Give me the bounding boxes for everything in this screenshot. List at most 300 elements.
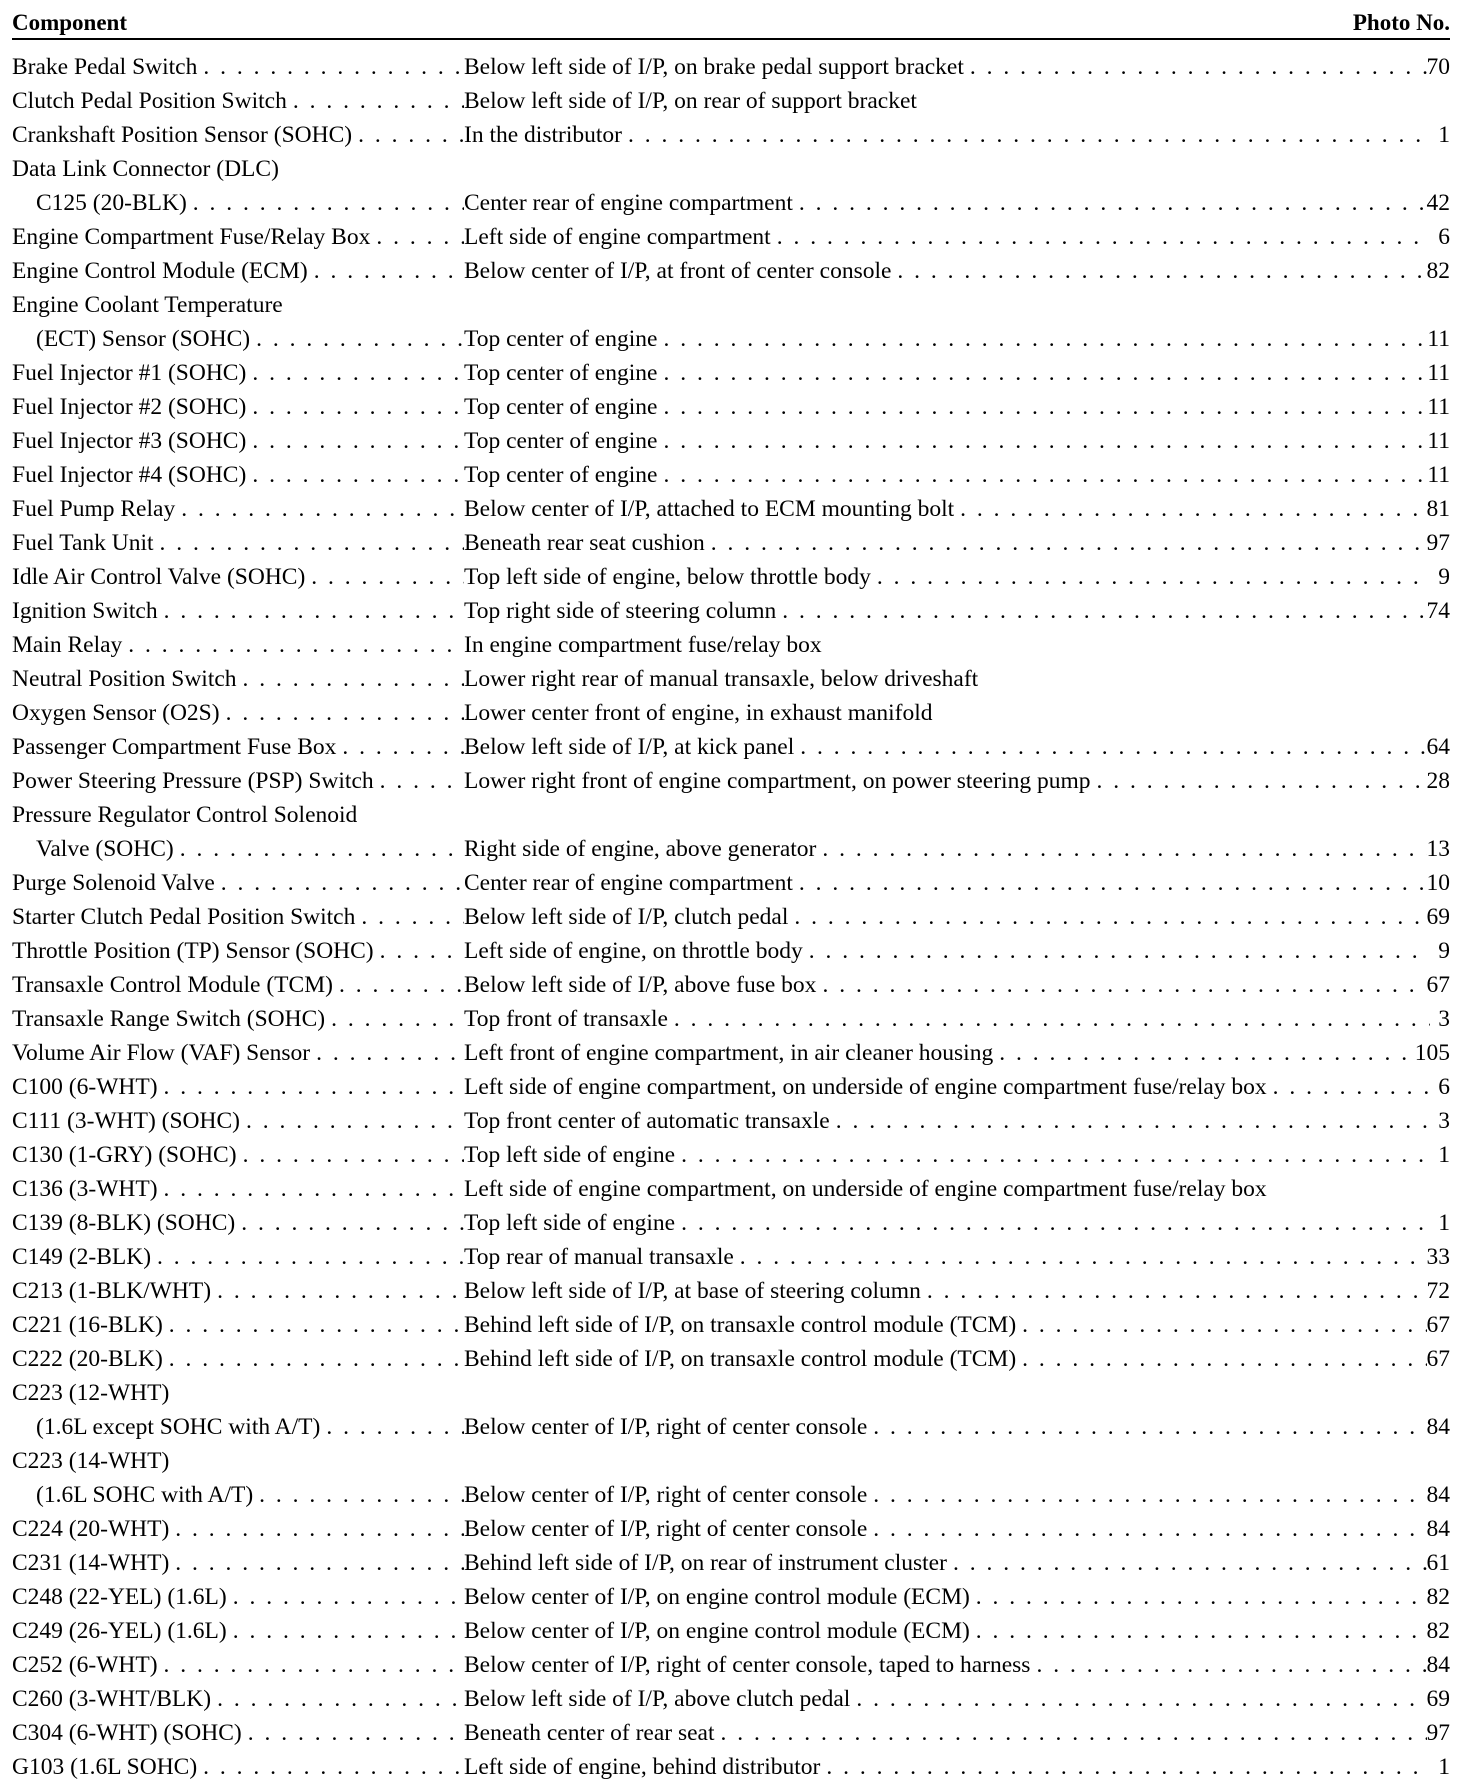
location-cell: [464, 968, 1427, 1002]
leader-dots: [158, 1648, 464, 1682]
table-row: [12, 1138, 1450, 1172]
component-cell: [12, 1716, 464, 1750]
component-cell: [12, 1512, 464, 1546]
table-header: [12, 2, 1450, 40]
component-name: Idle Air Control Valve (SOHC): [12, 564, 306, 590]
photo-number: 11: [1427, 394, 1450, 420]
table-row: [12, 186, 1450, 220]
component-name: Engine Compartment Fuse/Relay Box: [12, 224, 371, 250]
leader-dots: [964, 50, 1427, 84]
component-cell: [12, 1274, 464, 1308]
component-name: C213 (1-BLK/WHT): [12, 1278, 212, 1304]
leader-dots: [287, 84, 464, 118]
location-cell: [464, 1002, 1430, 1036]
leader-dots: [668, 1002, 1430, 1036]
component-cell: [12, 1682, 464, 1716]
leader-dots: [1030, 1648, 1426, 1682]
leader-dots: [867, 1478, 1426, 1512]
table-row: [12, 220, 1450, 254]
photo-number: 3: [1438, 1006, 1450, 1032]
component-name: Pressure Regulator Control Solenoid: [12, 802, 358, 828]
component-name: Purge Solenoid Valve: [12, 870, 215, 896]
location-text: Below center of I/P, on engine control module (ECM): [464, 1584, 970, 1610]
component-name: C224 (20-WHT): [12, 1516, 170, 1542]
table-row: [12, 730, 1450, 764]
location-text: Left side of engine, behind distributor: [464, 1754, 821, 1780]
component-cell: [12, 1580, 464, 1614]
location-cell: [464, 1614, 1427, 1648]
photo-number: 70: [1426, 54, 1450, 80]
table-row: [12, 1444, 1450, 1478]
table-row: [12, 1308, 1450, 1342]
photo-number: 81: [1426, 496, 1450, 522]
location-cell: [464, 1478, 1427, 1512]
location-cell: [464, 322, 1427, 356]
table-row: [12, 832, 1450, 866]
component-name: Volume Air Flow (VAF) Sensor: [12, 1040, 311, 1066]
leader-dots: [657, 322, 1427, 356]
component-cell: [12, 1614, 464, 1648]
table-row: [12, 968, 1450, 1002]
location-text: Behind left side of I/P, on rear of instrument cluster: [464, 1550, 947, 1576]
leader-dots: [237, 662, 464, 696]
component-cell: [12, 1240, 464, 1274]
component-cell: [12, 696, 464, 730]
table-row: [12, 1172, 1450, 1206]
leader-dots: [197, 1750, 464, 1784]
leader-dots: [1016, 1342, 1426, 1376]
table-row: [12, 84, 1450, 118]
location-text: Below left side of I/P, clutch pedal: [464, 904, 789, 930]
photo-number: 1: [1438, 122, 1450, 148]
table-row: [12, 1580, 1450, 1614]
location-text: Left side of engine compartment, on underside of engine compartment fuse/relay box: [464, 1074, 1267, 1100]
leader-dots: [310, 1036, 464, 1070]
component-name: C149 (2-BLK): [12, 1244, 152, 1270]
table-row: [12, 764, 1450, 798]
table-row: [12, 1682, 1450, 1716]
component-name: Oxygen Sensor (O2S): [12, 700, 220, 726]
photo-number: 84: [1426, 1482, 1450, 1508]
location-cell: [464, 662, 1430, 696]
leader-dots: [675, 1138, 1430, 1172]
location-cell: [464, 526, 1427, 560]
leader-dots: [320, 1410, 464, 1444]
location-cell: [464, 730, 1427, 764]
table-row: [12, 1342, 1450, 1376]
table-row: [12, 288, 1450, 322]
leader-dots: [675, 1206, 1430, 1240]
component-cell: [12, 1546, 464, 1580]
location-text: Top left side of engine, below throttle body: [464, 564, 871, 590]
leader-dots: [657, 424, 1427, 458]
table-row: [12, 662, 1450, 696]
photo-number: 97: [1426, 530, 1450, 556]
leader-dots: [776, 594, 1426, 628]
table-row: [12, 696, 1450, 730]
location-cell: [464, 1648, 1427, 1682]
location-text: Behind left side of I/P, on transaxle control module (TCM): [464, 1346, 1017, 1372]
photo-number: 82: [1426, 1584, 1450, 1610]
location-text: Below left side of I/P, at kick panel: [464, 734, 795, 760]
location-text: Top front of transaxle: [464, 1006, 668, 1032]
component-cell: [12, 220, 464, 254]
location-cell: [464, 1716, 1427, 1750]
component-cell: [12, 1410, 464, 1444]
component-name: C221 (16-BLK): [12, 1312, 163, 1338]
leader-dots: [788, 900, 1426, 934]
location-cell: [464, 1274, 1427, 1308]
location-text: In engine compartment fuse/relay box: [464, 632, 822, 658]
table-row: [12, 934, 1450, 968]
component-cell: [12, 1036, 464, 1070]
location-cell: [464, 696, 1430, 730]
location-text: Below center of I/P, right of center console: [464, 1516, 868, 1542]
location-text: Top center of engine: [464, 462, 658, 488]
photo-number: 105: [1414, 1040, 1450, 1066]
component-cell: [12, 356, 464, 390]
component-name: Fuel Injector #2 (SOHC): [12, 394, 247, 420]
location-cell: [464, 628, 1430, 662]
table-row: [12, 356, 1450, 390]
component-name: Main Relay: [12, 632, 123, 658]
location-cell: [464, 1308, 1427, 1342]
component-name: Transaxle Range Switch (SOHC): [12, 1006, 326, 1032]
location-text: Below left side of I/P, above clutch pedal: [464, 1686, 851, 1712]
table-row: [12, 1546, 1450, 1580]
location-text: Top center of engine: [464, 360, 658, 386]
component-name: Fuel Pump Relay: [12, 496, 176, 522]
component-name: Transaxle Control Module (TCM): [12, 972, 333, 998]
location-text: Below center of I/P, on engine control module (ECM): [464, 1618, 970, 1644]
leader-dots: [227, 1580, 464, 1614]
leader-dots: [211, 1274, 464, 1308]
component-name: (ECT) Sensor (SOHC): [36, 326, 251, 352]
leader-dots: [237, 1138, 464, 1172]
table-row: [12, 152, 1450, 186]
location-text: Center rear of engine compartment: [464, 870, 793, 896]
component-name: C130 (1-GRY) (SOHC): [12, 1142, 237, 1168]
component-cell: [12, 84, 464, 118]
location-cell: [464, 934, 1430, 968]
leader-dots: [921, 1274, 1427, 1308]
component-locator-page: [0, 2, 1472, 1780]
component-name: Crankshaft Position Sensor (SOHC): [12, 122, 353, 148]
leader-dots: [657, 390, 1427, 424]
leader-dots: [1016, 1308, 1426, 1342]
photo-number: 69: [1426, 904, 1450, 930]
component-name: (1.6L SOHC with A/T): [36, 1482, 254, 1508]
leader-dots: [305, 560, 464, 594]
leader-dots: [163, 1308, 464, 1342]
location-cell: [464, 186, 1427, 220]
leader-dots: [820, 1750, 1430, 1784]
component-cell: [12, 492, 464, 526]
component-name: Fuel Tank Unit: [12, 530, 154, 556]
leader-dots: [947, 1546, 1427, 1580]
component-cell: [12, 866, 464, 900]
component-cell: [12, 832, 464, 866]
location-text: Behind left side of I/P, on transaxle control module (TCM): [464, 1312, 1017, 1338]
table-row: [12, 1648, 1450, 1682]
component-name: C223 (12-WHT): [12, 1380, 170, 1406]
component-cell: [12, 968, 464, 1002]
photo-number: 67: [1426, 1312, 1450, 1338]
location-text: Center rear of engine compartment: [464, 190, 793, 216]
location-cell: [464, 1070, 1430, 1104]
leader-dots: [336, 730, 464, 764]
leader-dots: [970, 1580, 1427, 1614]
component-cell: [12, 118, 464, 152]
leader-dots: [122, 628, 464, 662]
component-cell: [12, 50, 464, 84]
location-text: Left side of engine, on throttle body: [464, 938, 803, 964]
component-cell: [12, 1376, 464, 1410]
leader-dots: [355, 900, 464, 934]
table-row: [12, 560, 1450, 594]
table-row: [12, 1206, 1450, 1240]
component-cell: [12, 1444, 464, 1478]
component-cell: [12, 186, 464, 220]
leader-dots: [830, 1104, 1430, 1138]
leader-dots: [374, 934, 464, 968]
leader-dots: [246, 356, 464, 390]
table-row: [12, 1512, 1450, 1546]
location-cell: [464, 1138, 1430, 1172]
photo-number: 9: [1438, 938, 1450, 964]
table-row: [12, 1036, 1450, 1070]
leader-dots: [891, 254, 1426, 288]
photo-number-column-header: Photo No.: [1352, 10, 1450, 35]
leader-dots: [794, 730, 1426, 764]
location-text: Left side of engine compartment: [464, 224, 771, 250]
location-cell: [464, 1342, 1427, 1376]
photo-number: 11: [1427, 326, 1450, 352]
component-cell: [12, 900, 464, 934]
component-name: Ignition Switch: [12, 598, 158, 624]
component-cell: [12, 1206, 464, 1240]
component-column-header: Component: [12, 10, 128, 35]
location-cell: [464, 560, 1430, 594]
leader-dots: [734, 1240, 1427, 1274]
component-name: G103 (1.6L SOHC): [12, 1754, 198, 1780]
photo-number: 1: [1438, 1210, 1450, 1236]
photo-number: 67: [1426, 972, 1450, 998]
photo-number: 3: [1438, 1108, 1450, 1134]
component-name: Clutch Pedal Position Switch: [12, 88, 287, 114]
location-cell: [464, 424, 1427, 458]
photo-number: 72: [1426, 1278, 1450, 1304]
component-name: C136 (3-WHT): [12, 1176, 158, 1202]
table-row: [12, 1750, 1450, 1784]
location-text: Beneath rear seat cushion: [464, 530, 705, 556]
component-name: Passenger Compartment Fuse Box: [12, 734, 337, 760]
leader-dots: [169, 1512, 464, 1546]
photo-number: 82: [1426, 258, 1450, 284]
leader-dots: [253, 1478, 464, 1512]
location-text: Below left side of I/P, above fuse box: [464, 972, 817, 998]
component-cell: [12, 730, 464, 764]
leader-dots: [970, 1614, 1427, 1648]
leader-dots: [158, 594, 464, 628]
leader-dots: [151, 1240, 464, 1274]
leader-dots: [308, 254, 464, 288]
component-name: Power Steering Pressure (PSP) Switch: [12, 768, 374, 794]
photo-number: 42: [1426, 190, 1450, 216]
component-table: [12, 50, 1450, 1784]
location-text: Below center of I/P, right of center console: [464, 1414, 868, 1440]
location-cell: [464, 1512, 1427, 1546]
location-text: Lower right front of engine compartment, on power steering pump: [464, 768, 1091, 794]
table-row: [12, 1070, 1450, 1104]
location-cell: [464, 1546, 1427, 1580]
component-cell: [12, 254, 464, 288]
leader-dots: [242, 1716, 464, 1750]
photo-number: 33: [1426, 1244, 1450, 1270]
component-cell: [12, 1478, 464, 1512]
location-cell: [464, 356, 1427, 390]
leader-dots: [174, 832, 464, 866]
component-name: C252 (6-WHT): [12, 1652, 158, 1678]
leader-dots: [158, 1070, 464, 1104]
component-name: C125 (20-BLK): [36, 190, 187, 216]
photo-number: 82: [1426, 1618, 1450, 1644]
photo-number: 13: [1426, 836, 1450, 862]
location-text: Top right side of steering column: [464, 598, 777, 624]
leader-dots: [235, 1206, 464, 1240]
location-text: Left side of engine compartment, on underside of engine compartment fuse/relay box: [464, 1176, 1267, 1202]
location-cell: [464, 1104, 1430, 1138]
leader-dots: [705, 526, 1427, 560]
leader-dots: [169, 1546, 464, 1580]
leader-dots: [333, 968, 464, 1002]
component-cell: [12, 1308, 464, 1342]
location-cell: [464, 1172, 1430, 1206]
component-cell: [12, 1750, 464, 1784]
location-text: Lower center front of engine, in exhaust manifold: [464, 700, 933, 726]
component-cell: [12, 390, 464, 424]
component-name: Fuel Injector #1 (SOHC): [12, 360, 247, 386]
photo-number: 67: [1426, 1346, 1450, 1372]
component-cell: [12, 424, 464, 458]
component-name: C139 (8-BLK) (SOHC): [12, 1210, 236, 1236]
component-name: C100 (6-WHT): [12, 1074, 158, 1100]
table-row: [12, 390, 1450, 424]
leader-dots: [374, 764, 464, 798]
photo-number: 84: [1426, 1516, 1450, 1542]
component-cell: [12, 594, 464, 628]
component-name: Valve (SOHC): [36, 836, 174, 862]
leader-dots: [240, 1104, 464, 1138]
table-row: [12, 458, 1450, 492]
location-text: Beneath center of rear seat: [464, 1720, 715, 1746]
leader-dots: [187, 186, 464, 220]
component-cell: [12, 934, 464, 968]
component-name: Engine Coolant Temperature: [12, 292, 283, 318]
component-name: C249 (26-YEL) (1.6L): [12, 1618, 227, 1644]
component-cell: [12, 458, 464, 492]
photo-number: 11: [1427, 360, 1450, 386]
location-cell: [464, 118, 1430, 152]
component-name: Throttle Position (TP) Sensor (SOHC): [12, 938, 374, 964]
component-cell: [12, 1104, 464, 1138]
location-cell: [464, 1580, 1427, 1614]
location-cell: [464, 594, 1427, 628]
location-text: Below left side of I/P, at base of steering column: [464, 1278, 921, 1304]
location-text: Top left side of engine: [464, 1142, 676, 1168]
location-cell: [464, 390, 1427, 424]
component-cell: [12, 1172, 464, 1206]
table-row: [12, 798, 1450, 832]
component-name: C231 (14-WHT): [12, 1550, 170, 1576]
table-row: [12, 900, 1450, 934]
photo-number: 11: [1427, 462, 1450, 488]
location-cell: [464, 492, 1427, 526]
leader-dots: [154, 526, 464, 560]
leader-dots: [250, 322, 464, 356]
leader-dots: [657, 458, 1427, 492]
photo-number: 11: [1427, 428, 1450, 454]
component-cell: [12, 322, 464, 356]
location-text: Below center of I/P, right of center console: [464, 1482, 868, 1508]
location-text: Lower right rear of manual transaxle, below driveshaft: [464, 666, 979, 692]
location-text: Top center of engine: [464, 394, 658, 420]
table-row: [12, 1240, 1450, 1274]
location-cell: [464, 458, 1427, 492]
location-cell: [464, 764, 1427, 798]
component-name: (1.6L except SOHC with A/T): [36, 1414, 321, 1440]
table-row: [12, 866, 1450, 900]
leader-dots: [816, 832, 1426, 866]
location-cell: [464, 1036, 1415, 1070]
location-cell: [464, 254, 1427, 288]
location-text: Top center of engine: [464, 326, 658, 352]
location-text: Below center of I/P, at front of center console: [464, 258, 892, 284]
location-text: Top front center of automatic transaxle: [464, 1108, 830, 1134]
leader-dots: [246, 458, 464, 492]
location-text: Top rear of manual transaxle: [464, 1244, 734, 1270]
component-name: C223 (14-WHT): [12, 1448, 170, 1474]
component-cell: [12, 1648, 464, 1682]
photo-number: 6: [1438, 224, 1450, 250]
leader-dots: [954, 492, 1426, 526]
location-cell: [464, 1682, 1427, 1716]
table-row: [12, 1104, 1450, 1138]
table-row: [12, 1716, 1450, 1750]
component-name: C111 (3-WHT) (SOHC): [12, 1108, 241, 1134]
photo-number: 28: [1426, 768, 1450, 794]
component-cell: [12, 628, 464, 662]
photo-number: 74: [1426, 598, 1450, 624]
leader-dots: [793, 186, 1427, 220]
leader-dots: [175, 492, 464, 526]
table-row: [12, 424, 1450, 458]
component-cell: [12, 764, 464, 798]
component-cell: [12, 1002, 464, 1036]
component-cell: [12, 798, 464, 832]
leader-dots: [163, 1342, 464, 1376]
component-name: Data Link Connector (DLC): [12, 156, 279, 182]
component-name: Fuel Injector #4 (SOHC): [12, 462, 247, 488]
table-row: [12, 1614, 1450, 1648]
location-text: Below left side of I/P, on brake pedal support bracket: [464, 54, 964, 80]
component-cell: [12, 526, 464, 560]
location-cell: [464, 1410, 1427, 1444]
component-name: C304 (6-WHT) (SOHC): [12, 1720, 242, 1746]
table-row: [12, 1002, 1450, 1036]
table-row: [12, 322, 1450, 356]
component-cell: [12, 1342, 464, 1376]
